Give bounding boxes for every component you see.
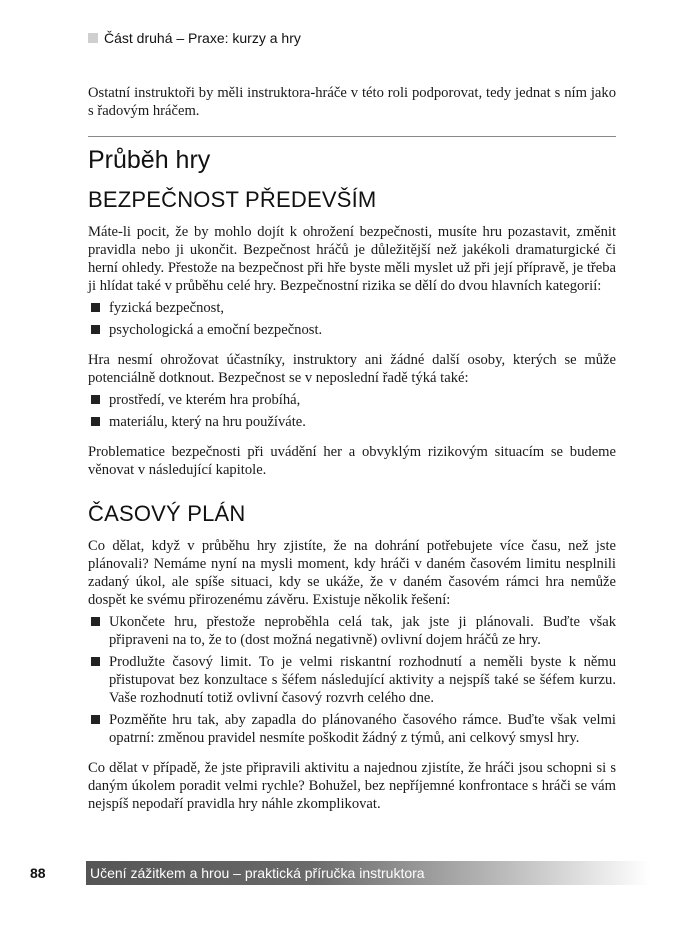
list-item: fyzická bezpečnost,: [88, 299, 616, 317]
square-bullet-icon: [91, 417, 100, 426]
list-item: prostředí, ve kterém hra probíhá,: [88, 391, 616, 409]
list-item: Prodlužte časový limit. To je velmi riskantní rozhodnutí a neměli byste k němu přistupovat bez konzultace s šéfem následující aktivity a nejspíš také se šéfem kurzu. Vaše rozhodnutí totiž ovlivní časový rozvrh celého dne.: [88, 653, 616, 707]
intro-paragraph: Ostatní instruktoři by měli instruktora-hráče v této roli podporovat, tedy jednat s ním jako s řadovým hráčem.: [88, 85, 616, 119]
square-bullet-icon: [91, 617, 100, 626]
bullet-list: [88, 299, 616, 339]
running-head-text: Část druhá – Praxe: kurzy a hry: [104, 30, 301, 46]
paragraph: Máte-li pocit, že by mohlo dojít k ohrožení bezpečnosti, musíte hru pozastavit, změnit pravidla nebo ji ukončit. Bezpečnost hráčů je důležitější než jakékoli dramaturgické či herní ohledy. Přestože na bezpečnost při hře byste měli myslet už při její přípravě, je třeba ji hlídat také v průběhu celé hry. Bezpečnostní rizika se dělí do dvou hlavních kategorií:: [88, 224, 616, 294]
running-head: [88, 30, 301, 46]
list-item: materiálu, který na hru používáte.: [88, 413, 616, 431]
paragraph: Problematice bezpečnosti při uvádění her a obvyklým rizikovým situacím se budeme věnovat v následující kapitole.: [88, 444, 616, 478]
page-footer: [30, 861, 650, 885]
book-title: Učení zážitkem a hrou – praktická příručka instruktora: [90, 865, 425, 881]
chapter-title: Průběh hry: [88, 146, 211, 174]
list-item: psychologická a emoční bezpečnost.: [88, 321, 616, 339]
paragraph: Co dělat, když v průběhu hry zjistíte, že na dohrání potřebujete více času, než jste plánovali? Nemáme nyní na mysli moment, kdy hráči v daném časovém limitu nesplnili zadaný úkol, ale spíše situaci, kdy se ukáže, že v daném časovém rámci hra nemůže dospět ke svému přirozenému závěru. Existuje několik řešení:: [88, 538, 616, 608]
footer-band: [86, 861, 650, 885]
list-item: Pozměňte hru tak, aby zapadla do plánovaného časového rámce. Buďte však velmi opatrní: změnou pravidel nesmíte poškodit žádný z týmů, ani celkový smysl hry.: [88, 711, 616, 747]
paragraph: Hra nesmí ohrožovat účastníky, instruktory ani žádné další osoby, kterých se může potenciálně dotknout. Bezpečnost se v neposlední řadě týká také:: [88, 352, 616, 386]
square-marker-icon: [88, 33, 98, 43]
square-bullet-icon: [91, 395, 100, 404]
page-number: 88: [30, 865, 46, 881]
section-heading-schedule: ČASOVÝ PLÁN: [88, 501, 246, 526]
page-content: [88, 84, 616, 813]
list-item: Ukončete hru, přestože neproběhla celá tak, jak jste ji plánovali. Buďte však připraveni na to, že to (dost možná negativně) ovlivní dojem hráčů ze hry.: [88, 613, 616, 649]
square-bullet-icon: [91, 657, 100, 666]
bullet-list: [88, 391, 616, 431]
section-heading-safety: BEZPEČNOST PŘEDEVŠÍM: [88, 187, 377, 212]
square-bullet-icon: [91, 715, 100, 724]
square-bullet-icon: [91, 325, 100, 334]
section-divider: [88, 136, 616, 137]
paragraph: Co dělat v případě, že jste připravili aktivitu a najednou zjistíte, že hráči jsou schopni si s daným úkolem poradit velmi rychle? Bohužel, bez nepříjemné konfrontace s hráči se vám nejspíš nepodaří pravidla hry náhle zkomplikovat.: [88, 760, 616, 812]
bullet-list: [88, 613, 616, 747]
square-bullet-icon: [91, 303, 100, 312]
